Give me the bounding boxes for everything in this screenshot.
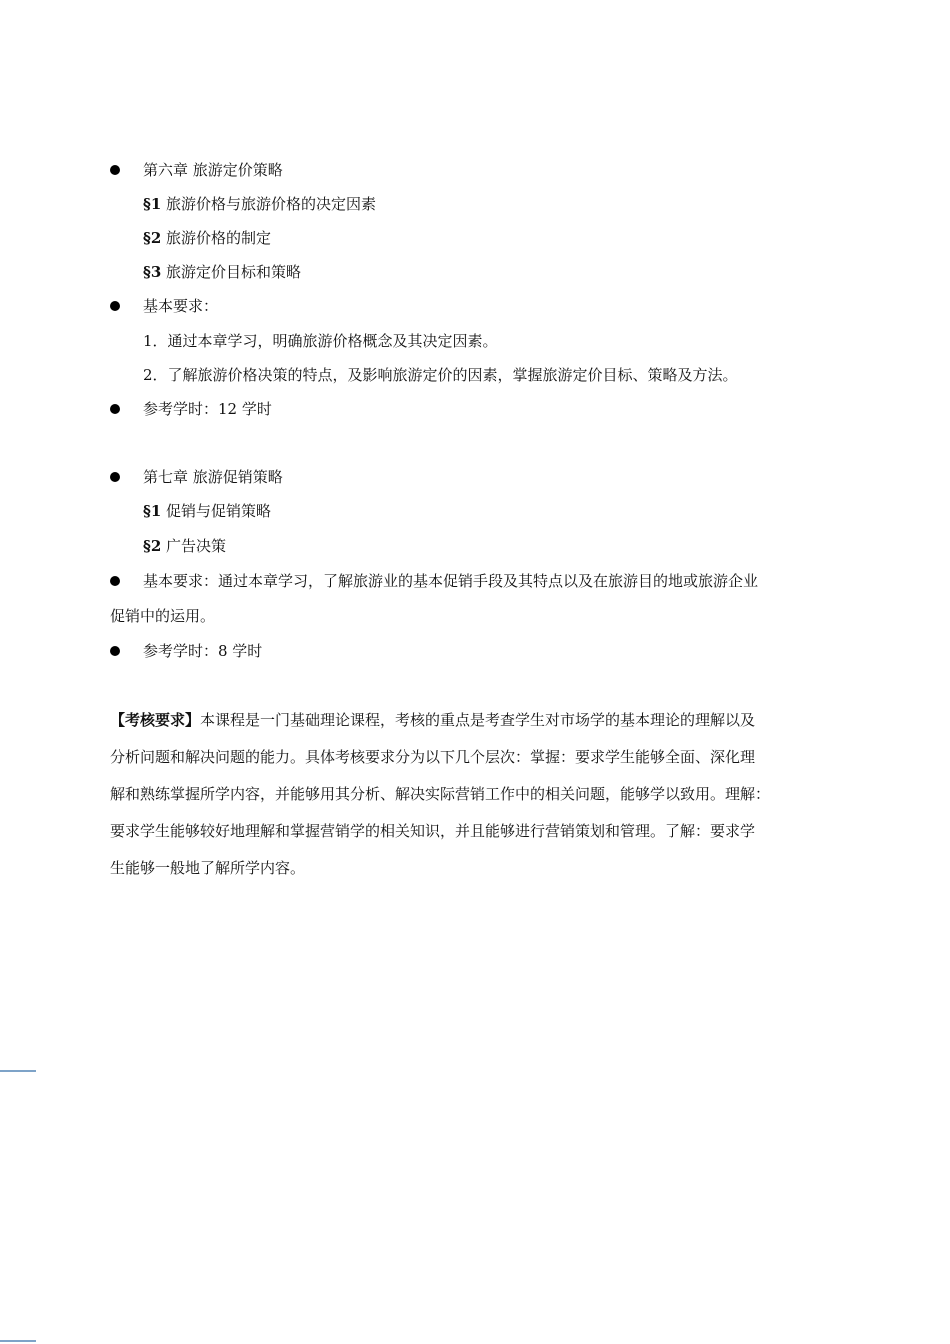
assessment-text: 生能够一般地了解所学内容。 <box>110 859 306 877</box>
section-mark: §2 <box>143 229 162 247</box>
requirement-text: 2．了解旅游价格决策的特点，及影响旅游定价的因素，掌握旅游定价目标、策略及方法。 <box>143 366 738 384</box>
bullet-icon <box>110 576 120 586</box>
assessment-text: 本课程是一门基础理论课程，考核的重点是考查学生对市场学的基本理论的理解以及 <box>200 711 756 729</box>
section-text: 促销与促销策略 <box>161 502 272 520</box>
chapter6-req-label: 基本要求： <box>143 297 219 315</box>
bullet-icon <box>110 472 120 482</box>
assessment-text: 要求学生能够较好地理解和掌握营销学的相关知识，并且能够进行营销策划和管理。了解：要求学 <box>110 822 756 840</box>
section-text: 旅游价格的制定 <box>161 229 272 247</box>
chapter7-hours: 参考学时：8 学时 <box>143 642 263 660</box>
bullet-icon <box>110 404 120 414</box>
page-edge-mark <box>0 1340 36 1342</box>
chapter7-req-text-cont: 促销中的运用。 <box>110 607 216 625</box>
chapter7-req-text: 基本要求：通过本章学习，了解旅游业的基本促销手段及其特点以及在旅游目的地或旅游企业 <box>143 572 759 590</box>
chapter6-heading: 第六章 旅游定价策略 <box>143 161 283 179</box>
requirement-text: 1．通过本章学习，明确旅游价格概念及其决定因素。 <box>143 332 498 350</box>
chapter7-heading: 第七章 旅游促销策略 <box>143 468 283 486</box>
assessment-label: 【考核要求】 <box>110 711 201 729</box>
assessment-text: 分析问题和解决问题的能力。具体考核要求分为以下几个层次：掌握：要求学生能够全面、深化理 <box>110 748 756 766</box>
bullet-icon <box>110 165 120 175</box>
chapter6-hours: 参考学时：12 学时 <box>143 400 272 418</box>
section-mark: §1 <box>143 502 162 520</box>
page-edge-mark <box>0 1070 36 1072</box>
section-mark: §2 <box>143 537 162 555</box>
section-text: 广告决策 <box>161 537 227 555</box>
section-text: 旅游价格与旅游价格的决定因素 <box>161 195 377 213</box>
bullet-icon <box>110 301 120 311</box>
assessment-text: 解和熟练掌握所学内容，并能够用其分析、解决实际营销工作中的相关问题，能够学以致用。理解： <box>110 785 771 803</box>
section-text: 旅游定价目标和策略 <box>161 263 302 281</box>
section-mark: §1 <box>143 195 162 213</box>
bullet-icon <box>110 646 120 656</box>
section-mark: §3 <box>143 263 162 281</box>
